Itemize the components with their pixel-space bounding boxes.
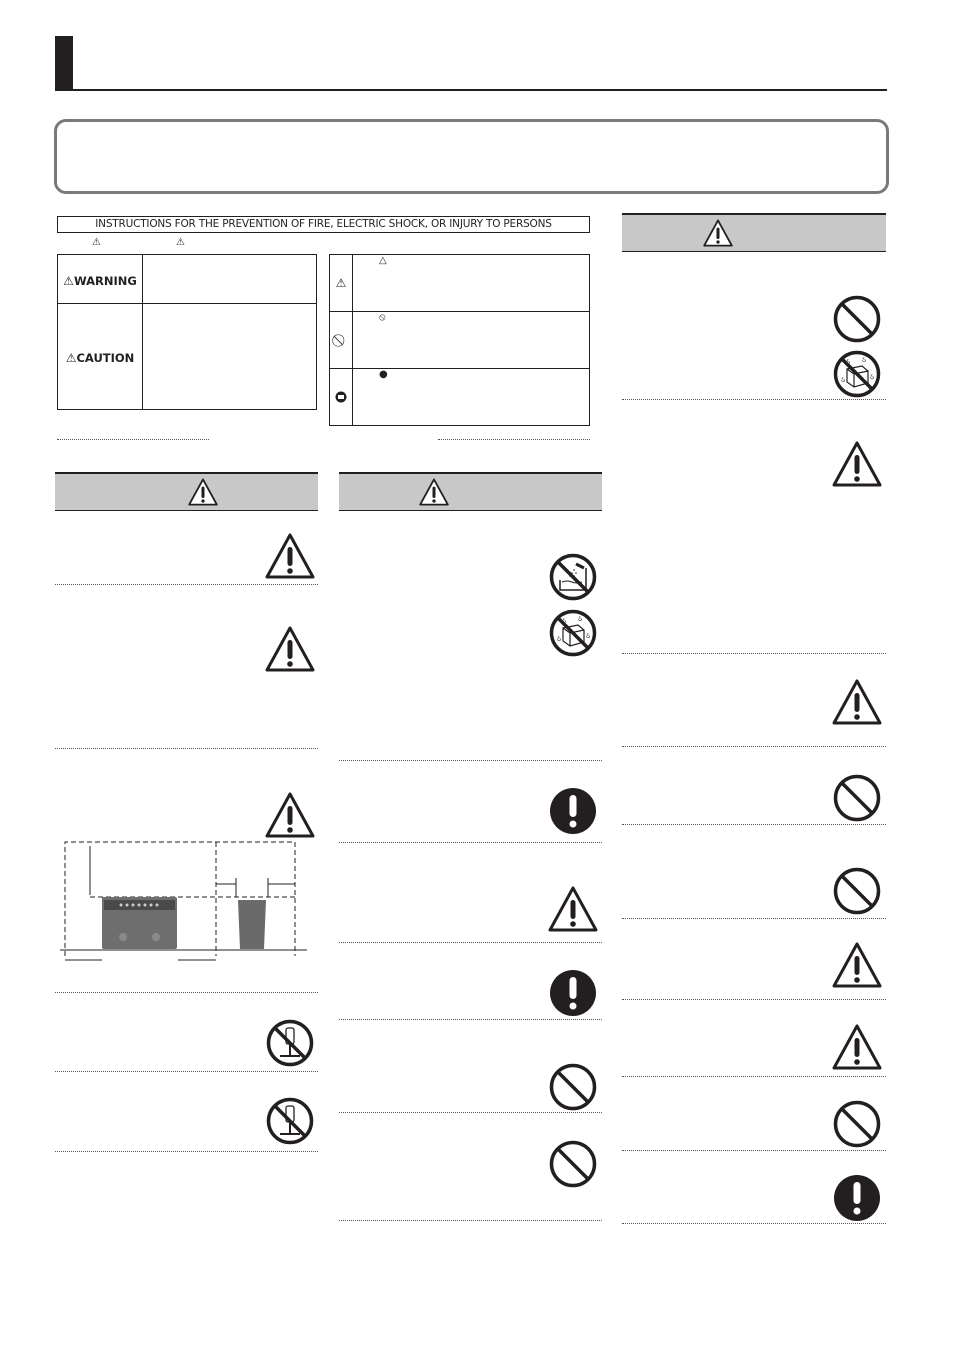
intro-box — [54, 119, 889, 194]
prohibited-icon — [832, 1099, 882, 1149]
divider — [622, 824, 886, 825]
caution-label: CAUTION — [76, 351, 135, 365]
warning-triangle-icon — [265, 533, 315, 579]
warning-triangle-icon — [265, 626, 315, 672]
divider — [55, 1151, 318, 1152]
divider — [622, 918, 886, 919]
warning-label: WARNING — [73, 273, 137, 288]
no-water-icon — [548, 552, 598, 602]
warning-triangle-icon: ⚠ — [63, 273, 74, 288]
amplifier-image — [102, 897, 177, 949]
definition-row-caution — [58, 304, 317, 410]
warning-triangle-icon — [832, 1024, 882, 1070]
prohibited-icon — [832, 294, 882, 344]
divider — [55, 748, 318, 749]
no-disassemble-icon — [265, 1018, 315, 1068]
caution-triangle-icon: ⚠ — [330, 255, 353, 312]
mandatory-action-icon — [832, 1173, 882, 1223]
warning-section-header — [339, 472, 602, 511]
warning-triangle-icon — [832, 942, 882, 988]
warning-triangle-icon: ⚠ — [65, 351, 77, 365]
no-wet-icon — [548, 608, 598, 658]
divider — [339, 1019, 602, 1020]
caution-section-header — [622, 213, 886, 252]
amplifier-side-image — [238, 900, 266, 949]
warning-triangle-icon — [265, 792, 315, 838]
instructions-heading: INSTRUCTIONS FOR THE PREVENTION OF FIRE, ELECTRIC SHOCK, OR INJURY TO PERSONS — [57, 216, 590, 233]
warning-section-header — [55, 472, 318, 511]
divider — [55, 584, 318, 585]
divider — [622, 1150, 886, 1151]
divider — [339, 760, 602, 761]
divider — [622, 399, 886, 400]
definitions-table — [57, 254, 317, 410]
symbols-table — [329, 254, 590, 426]
caution-definition-text — [143, 304, 317, 410]
divider — [55, 992, 318, 993]
small-filled-circle-icon: ● — [379, 369, 388, 380]
mandatory-action-icon — [548, 786, 598, 836]
warning-triangle-icon — [548, 886, 598, 932]
title-marker — [55, 36, 73, 91]
warning-triangle-icon: ⚠ — [176, 237, 185, 248]
small-prohibited-icon: ⦸ — [379, 312, 386, 323]
divider — [622, 1076, 886, 1077]
warning-triangle-icon — [832, 679, 882, 725]
divider — [622, 653, 886, 654]
divider — [622, 999, 886, 1000]
mandatory-action-icon — [548, 968, 598, 1018]
clearance-diagram — [55, 838, 315, 968]
no-wet-icon — [832, 349, 882, 399]
divider — [339, 1220, 602, 1221]
divider — [622, 1223, 886, 1224]
warning-triangle-icon: ⚠ — [92, 237, 101, 248]
definition-row-warning — [58, 255, 317, 304]
divider — [622, 746, 886, 747]
symbol-row — [330, 255, 590, 312]
title-rule — [55, 89, 887, 91]
symbol-row — [330, 312, 590, 369]
warning-triangle-icon — [188, 478, 218, 506]
warning-definition-text — [143, 255, 317, 304]
divider — [55, 1071, 318, 1072]
unplug-icon — [330, 369, 353, 426]
divider — [57, 439, 209, 440]
symbol-row — [330, 369, 590, 426]
prohibited-icon — [548, 1139, 598, 1189]
prohibited-icon — [832, 866, 882, 916]
divider — [339, 842, 602, 843]
warning-triangle-icon — [703, 219, 733, 247]
divider — [339, 1112, 602, 1113]
prohibited-icon — [832, 773, 882, 823]
warning-triangle-icon — [419, 478, 449, 506]
warning-triangle-icon — [832, 441, 882, 487]
small-triangle-icon: △ — [379, 255, 387, 266]
prohibited-disassemble-icon — [330, 312, 353, 369]
no-modify-icon — [265, 1096, 315, 1146]
divider — [438, 439, 590, 440]
divider — [339, 942, 602, 943]
prohibited-icon — [548, 1062, 598, 1112]
